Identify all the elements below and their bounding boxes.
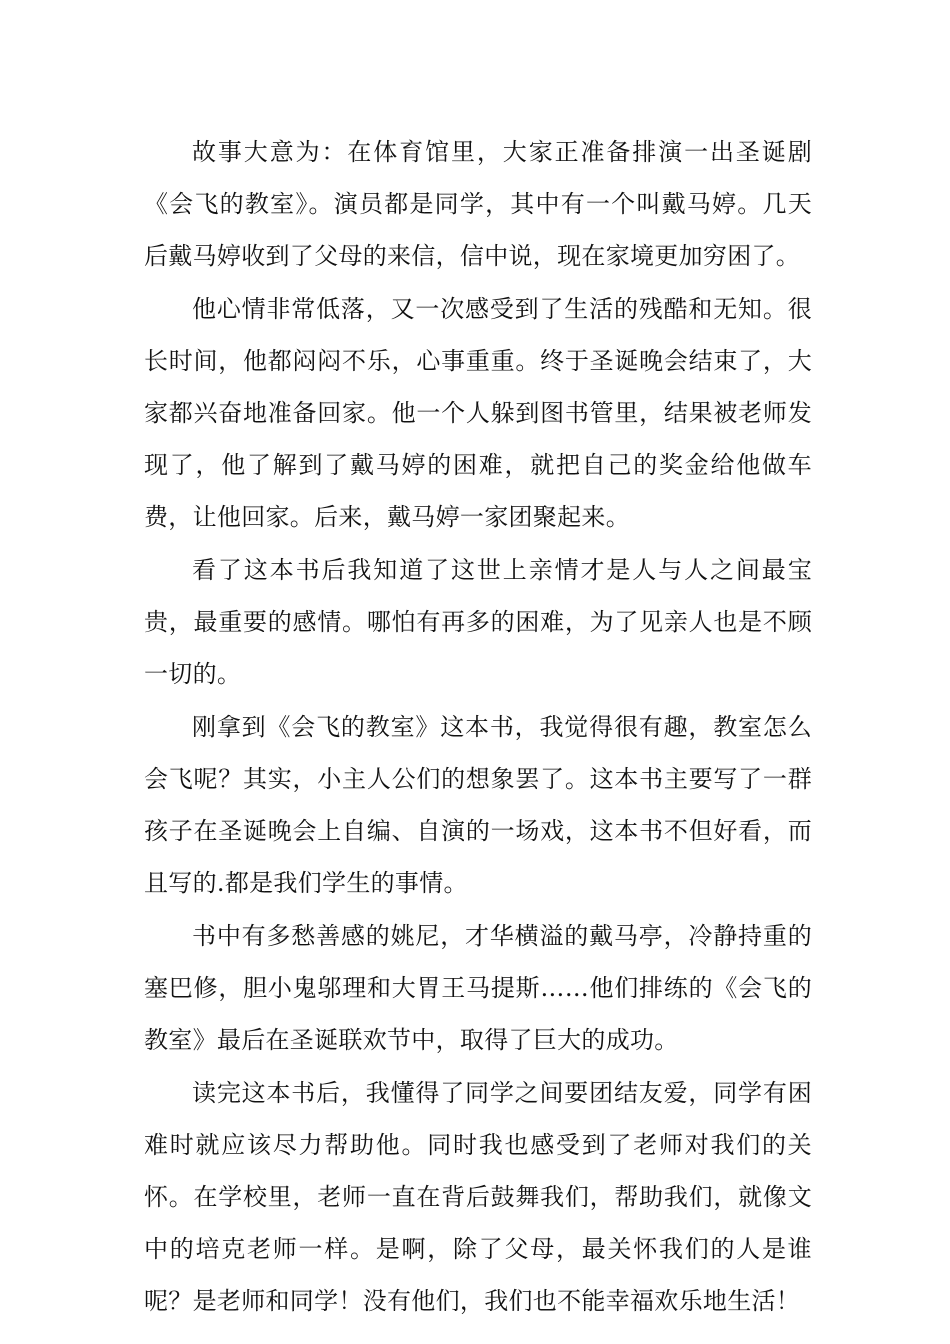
paragraph: 看了这本书后我知道了这世上亲情才是人与人之间最宝贵，最重要的感情。哪怕有再多的困难，为了见亲人也是不顾一切的。 xyxy=(144,556,812,688)
document-body xyxy=(144,126,812,1328)
paragraph: 故事大意为：在体育馆里，大家正准备排演一出圣诞剧《会飞的教室》。演员都是同学，其中有一个叫戴马婷。几天后戴马婷收到了父母的来信，信中说，现在家境更加穷困了。 xyxy=(144,138,812,270)
paragraph: 书中有多愁善感的姚尼，才华横溢的戴马亭，冷静持重的塞巴修，胆小鬼邬理和大胃王马提斯……他们排练的《会飞的教室》最后在圣诞联欢节中，取得了巨大的成功。 xyxy=(144,922,812,1054)
paragraph: 刚拿到《会飞的教室》这本书，我觉得很有趣，教室怎么会飞呢？其实，小主人公们的想象罢了。这本书主要写了一群孩子在圣诞晚会上自编、自演的一场戏，这本书不但好看，而且写的.都是我们学生的事情。 xyxy=(144,713,812,897)
paragraph: 他心情非常低落，又一次感受到了生活的残酷和无知。很长时间，他都闷闷不乐，心事重重。终于圣诞晚会结束了，大家都兴奋地准备回家。他一个人躲到图书管里，结果被老师发现了，他了解到了戴马婷的困难，就把自己的奖金给他做车费，让他回家。后来，戴马婷一家团聚起来。 xyxy=(144,295,812,531)
paragraph: 读完这本书后，我懂得了同学之间要团结友爱，同学有困难时就应该尽力帮助他。同时我也感受到了老师对我们的关怀。在学校里，老师一直在背后鼓舞我们，帮助我们，就像文中的培克老师一样。是啊，除了父母，最关怀我们的人是谁呢？是老师和同学！没有他们，我们也不能幸福欢乐地生活！ xyxy=(144,1079,812,1315)
